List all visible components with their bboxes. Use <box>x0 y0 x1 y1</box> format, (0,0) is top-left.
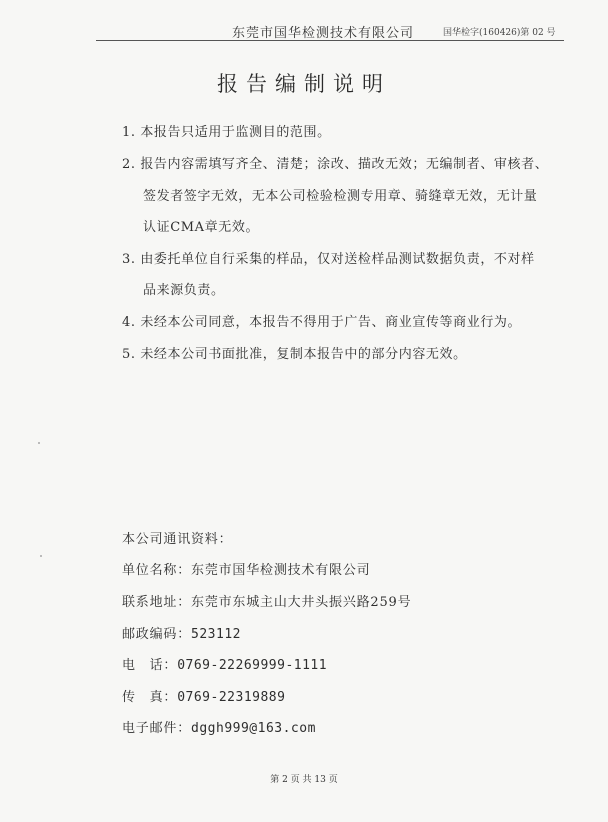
email-label: 电子邮件： <box>122 721 192 736</box>
contact-phone <box>122 654 327 673</box>
header-divider <box>96 40 564 41</box>
postcode-value: 523112 <box>191 627 241 642</box>
rule-item-3-cont: 品来源负责。 <box>143 283 225 298</box>
rule-item-4: 4. 未经本公司同意，本报告不得用于广告、商业宣传等商业行为。 <box>122 315 522 330</box>
phone-value: 0769-22269999-1111 <box>177 658 328 673</box>
page-number: 第 2 页 共 13 页 <box>270 775 338 785</box>
page-title: 报告编制说明 <box>217 72 391 96</box>
email-value: dggh999@163.com <box>191 721 316 736</box>
rule-item-5: 5. 未经本公司书面批准，复制本报告中的部分内容无效。 <box>122 347 467 362</box>
unit-name-label: 单位名称： <box>122 563 192 578</box>
postcode-label: 邮政编码： <box>122 627 192 642</box>
rule-item-1: 1. 本报告只适用于监测目的范围。 <box>122 125 331 140</box>
scan-speck <box>38 442 40 444</box>
header-company-name: 东莞市国华检测技术有限公司 <box>232 26 415 41</box>
fax-label: 传 真： <box>122 690 178 705</box>
header-report-code: 国华检字(160426)第 02 号 <box>443 28 556 38</box>
address-value: 东莞市东城主山大井头振兴路259号 <box>191 595 412 610</box>
unit-name-value: 东莞市国华检测技术有限公司 <box>191 563 371 578</box>
address-label: 联系地址： <box>122 595 192 610</box>
rule-item-3: 3. 由委托单位自行采集的样品，仅对送检样品测试数据负责，不对样 <box>122 252 535 267</box>
contact-heading: 本公司通讯资料： <box>122 532 233 547</box>
contact-unit-name <box>122 559 370 578</box>
scan-speck <box>40 555 42 557</box>
fax-value: 0769-22319889 <box>177 690 286 705</box>
rule-item-2-cont: 认证CMA章无效。 <box>143 220 260 235</box>
rule-item-2: 2. 报告内容需填写齐全、清楚；涂改、描改无效；无编制者、审核者、 <box>122 157 549 172</box>
contact-address <box>122 591 411 610</box>
phone-label: 电 话： <box>122 658 178 673</box>
contact-fax <box>122 686 285 705</box>
rule-item-2-cont: 签发者签字无效，无本公司检验检测专用章、骑缝章无效，无计量 <box>143 189 538 204</box>
contact-postcode <box>122 623 241 642</box>
contact-email <box>122 717 316 736</box>
